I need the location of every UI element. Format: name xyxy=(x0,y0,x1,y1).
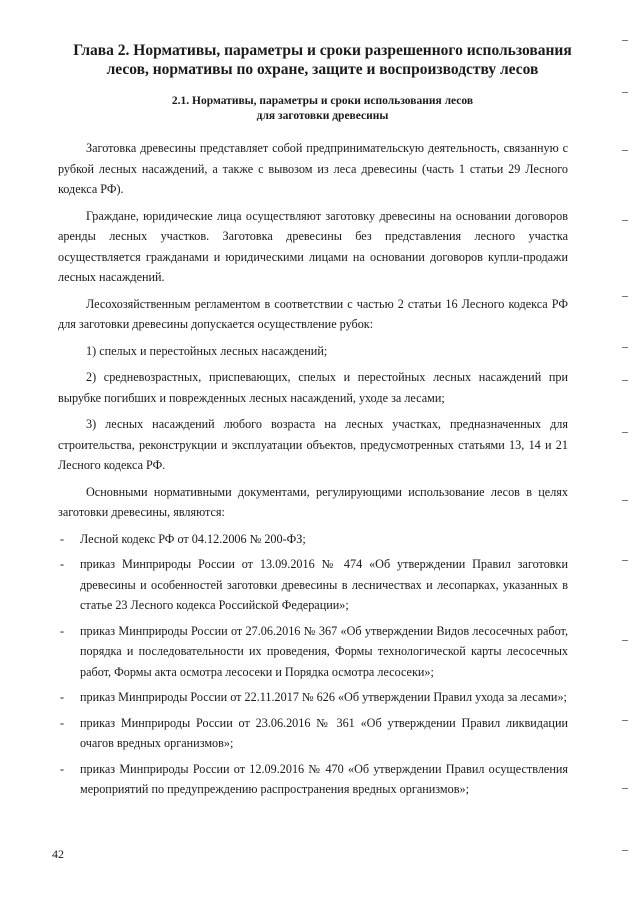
regulations-list xyxy=(58,529,568,800)
paragraph: 2) средневозрастных, приспевающих, спелых и перестойных лесных насаждений при вырубке погибших и поврежденных лесных насаждений, уходе за лесами; xyxy=(58,370,568,405)
paragraph: Заготовка древесины представляет собой предпринимательскую деятельность, связанную с рубкой лесных насаждений, а также с вывозом из леса древесины (часть 1 статьи 29 Лесного кодекса РФ). xyxy=(58,141,568,196)
paragraph: Лесохозяйственным регламентом в соответствии с частью 2 статьи 16 Лесного кодекса РФ для заготовки древесины допускается осуществление рубок: xyxy=(58,296,568,331)
scan-tick xyxy=(622,296,628,297)
list-marker: - xyxy=(60,761,65,776)
section-title-line-2: для заготовки древесины xyxy=(256,110,389,122)
section-title-line-1: 2.1. Нормативы, параметры и сроки использования лесов xyxy=(171,95,474,107)
list-item xyxy=(58,713,568,754)
scan-tick xyxy=(622,380,628,381)
list-item xyxy=(58,687,568,708)
list-marker: - xyxy=(60,557,65,571)
scan-tick xyxy=(622,150,628,151)
paragraph: Граждане, юридические лица осуществляют заготовку древесины на основании договоров аренды лесных участков. Заготовка древесины без представления лесного участка осуществляется гражданами и юридическими лицами на основании договоров купли-продажи лесных насаждений. xyxy=(58,208,568,284)
list-item-text: приказ Минприроды России от 13.09.2016 № 474 «Об утверждении Правил заготовки древесины и особенностей заготовки древесины в лесничествах и лесопарках, указанных в статье 23 Лесного кодекса Российской Федерации»; xyxy=(80,557,568,612)
scan-tick xyxy=(622,92,628,93)
scan-tick xyxy=(622,720,628,721)
list-item-text: приказ Минприроды России от 22.11.2017 № 626 «Об утверждении Правил ухода за лесами»; xyxy=(80,690,567,704)
document-body xyxy=(58,138,568,805)
section-title xyxy=(60,94,585,124)
list-item-text: Лесной кодекс РФ от 04.12.2006 № 200-ФЗ; xyxy=(80,531,306,546)
scan-tick xyxy=(622,432,628,433)
list-item xyxy=(58,554,568,616)
list-item xyxy=(58,529,568,550)
list-item-text: приказ Минприроды России от 12.09.2016 № 470 «Об утверждении Правил осуществления мероприятий по предупреждению распространения вредных организмов»; xyxy=(80,761,568,796)
scan-tick xyxy=(622,347,628,348)
list-marker: - xyxy=(60,715,65,730)
scan-margin-marks xyxy=(620,0,628,905)
chapter-title: Глава 2. Нормативы, параметры и сроки разрешенного использования лесов, нормативы по охране, защите и воспроизводству лесов xyxy=(73,42,572,78)
list-marker: - xyxy=(60,623,65,638)
list-item-text: приказ Минприроды России от 23.06.2016 № 361 «Об утверждении Правил ликвидации очагов вредных организмов»; xyxy=(80,715,568,750)
list-marker: - xyxy=(60,690,65,704)
scan-tick xyxy=(622,788,628,789)
scan-tick xyxy=(622,500,628,501)
scan-tick xyxy=(622,850,628,851)
scan-tick xyxy=(622,560,628,561)
list-item xyxy=(58,621,568,683)
list-item-text: приказ Минприроды России от 27.06.2016 № 367 «Об утверждении Видов лесосечных работ, порядка и последовательности их проведения, Формы технологической карты лесосечных работ, Формы акта осмотра лесосеки и Порядка осмотра лесосеки»; xyxy=(80,623,568,679)
scan-tick xyxy=(622,220,628,221)
paragraph: 1) спелых и перестойных лесных насаждений; xyxy=(86,343,328,358)
paragraph: 3) лесных насаждений любого возраста на лесных участках, предназначенных для строительства, реконструкции и эксплуатации объектов, предусмотренных статьями 13, 14 и 21 Лесного кодекса РФ. xyxy=(58,417,568,472)
page-number: 42 xyxy=(52,847,64,861)
list-item xyxy=(58,759,568,800)
scan-tick xyxy=(622,640,628,641)
paragraph: Основными нормативными документами, регулирующими использование лесов в целях заготовки древесины, являются: xyxy=(58,484,568,519)
list-marker: - xyxy=(60,531,65,546)
scan-tick xyxy=(622,40,628,41)
